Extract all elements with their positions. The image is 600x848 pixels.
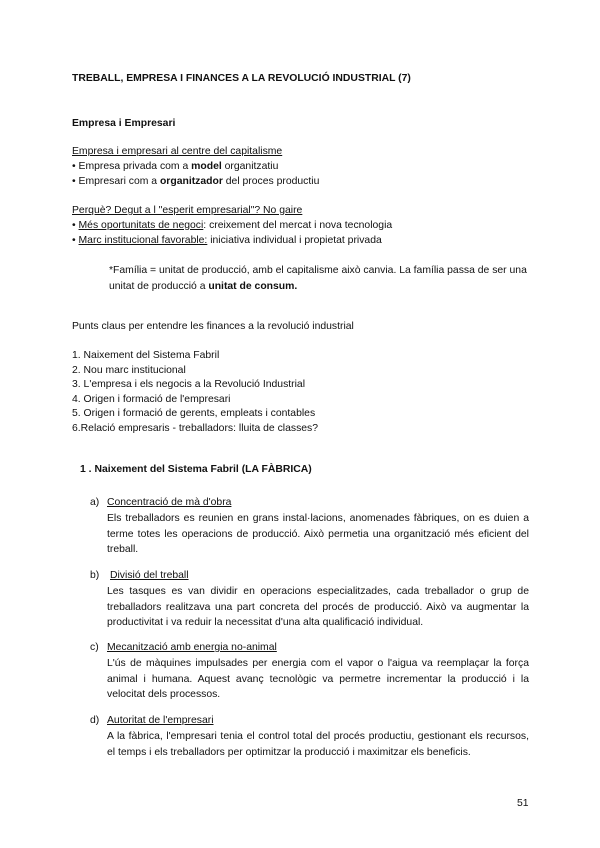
bullet-text: : creixement del mercat i nova tecnologia	[203, 220, 393, 231]
key-points-intro: Punts claus per entendre les finances a la revolució industrial	[72, 321, 354, 332]
bullet-bold: model	[191, 161, 222, 172]
item-a-body: Els treballadors es reunien en grans instal·lacions, anomenades fàbriques, on es duien a terme totes les operacions de producció. Això permetia una organització més eficient del treball.	[107, 513, 529, 555]
item-b-label: b)	[90, 570, 100, 581]
item-d-heading: Autoritat de l'empresari	[107, 715, 214, 726]
list-item: 2. Nou marc institucional	[72, 364, 186, 376]
list-item: 6.Relació empresaris - treballadors: lluita de classes?	[72, 422, 319, 434]
list-item: 3. L'empresa i els negocis a la Revolució Industrial	[72, 379, 306, 390]
capitalism-heading: Empresa i empresari al centre del capitalisme	[72, 146, 283, 157]
key-points-list	[72, 349, 532, 436]
bullet-marker: •	[72, 235, 79, 246]
list-item: 1. Naixement del Sistema Fabril	[72, 350, 220, 361]
note-bold: unitat de consum.	[208, 281, 298, 292]
capitalism-bullet-1	[72, 160, 532, 175]
capitalism-bullet-2	[72, 175, 532, 190]
page-number: 51	[517, 798, 529, 809]
bullet-text: • Empresari com a	[72, 176, 160, 187]
bullet-text: iniciativa individual i propietat privada	[207, 235, 382, 246]
item-a-label: a)	[90, 497, 100, 508]
capitalism-block	[72, 145, 532, 190]
item-a-heading: Concentració de mà d'obra	[107, 497, 232, 508]
bullet-underlined: Marc institucional favorable:	[78, 235, 208, 246]
note-text: *Família = unitat de producció, amb el capitalisme això canvia. La família passa de ser una unitat de producció a	[109, 265, 527, 292]
why-bullet-1	[72, 219, 532, 234]
section-heading-empresa: Empresa i Empresari	[72, 118, 176, 129]
bullet-underlined: Més oportunitats de negoci	[78, 220, 204, 231]
why-block	[72, 204, 532, 249]
item-d-label: d)	[90, 715, 100, 726]
bullet-text: • Empresa privada com a	[72, 161, 192, 172]
list-item: 5. Origen i formació de gerents, empleats i contables	[72, 408, 316, 419]
list-item: 4. Origen i formació de l'empresari	[72, 393, 231, 405]
item-b-heading: Divisió del treball	[110, 570, 189, 581]
item-c-heading: Mecanització amb energia no-animal	[107, 642, 277, 653]
section-1-title: 1 . Naixement del Sistema Fabril (LA FÀBRICA)	[80, 464, 312, 475]
item-d-body: A la fàbrica, l'empresari tenia el control total del procés productiu, gestionant els recursos, el temps i els treballadors per optimitzar la producció i maximitzar els beneficis.	[107, 731, 529, 758]
bullet-text: organitzatiu	[221, 161, 279, 172]
why-bullet-2	[72, 234, 532, 249]
bullet-text: del proces productiu	[222, 176, 320, 187]
item-c-body: L'ús de màquines impulsades per energia com el vapor o l'aigua va reemplaçar la força animal i humana. Aquest avanç tecnològic va permetre incrementar la producció i la velocitat dels processos.	[107, 658, 529, 700]
bullet-bold: organitzador	[159, 176, 223, 187]
document-title: TREBALL, EMPRESA I FINANCES A LA REVOLUCIÓ INDUSTRIAL (7)	[72, 73, 411, 84]
bullet-marker: •	[72, 220, 79, 231]
why-heading: Perquè? Degut a l "esperit empresarial"? No gaire	[72, 205, 303, 216]
item-c-label: c)	[90, 642, 99, 653]
family-note	[109, 263, 534, 295]
item-b-body: Les tasques es van dividir en operacions especialitzades, cada treballador o grup de treballadors realitzava una part concreta del procés de producció. Això va augmentar la productivitat i va reduir la necessitat d'una alta qualificació individual.	[107, 586, 529, 628]
